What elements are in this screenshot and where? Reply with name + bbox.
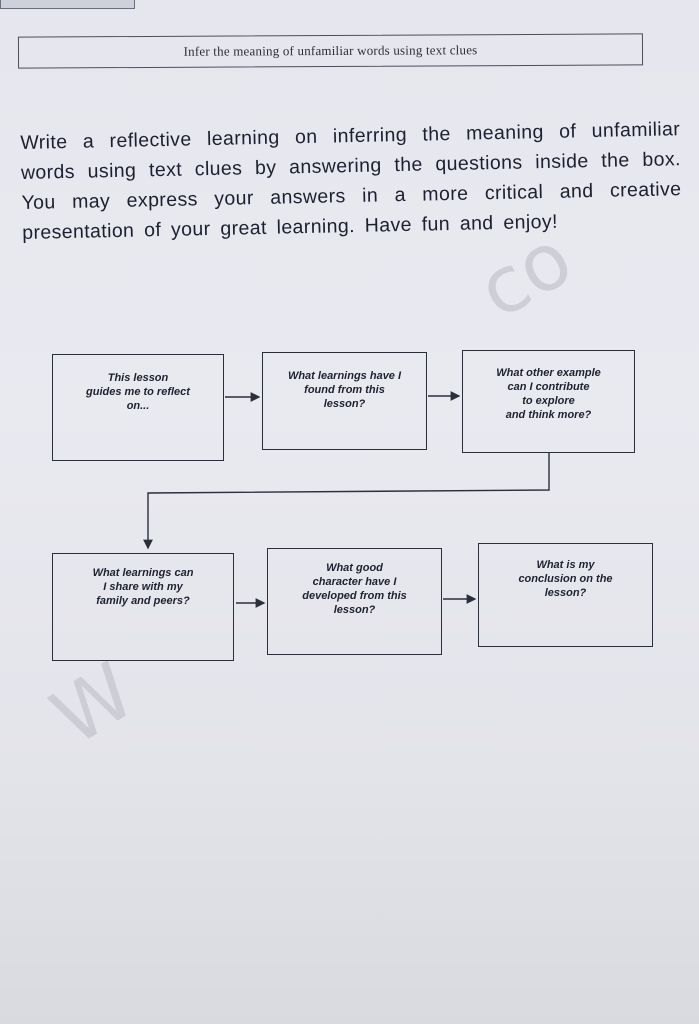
flow-box-learnings-found[interactable] <box>262 352 427 450</box>
flow-box-conclusion[interactable] <box>478 543 653 647</box>
question-line: What learnings can <box>92 567 194 579</box>
instructions-paragraph: Write a reflective learning on inferring the meaning of unfamiliar words using text clues by answering the questions inside the box. You may express your answers in a more critical and creative presentation of your great learning. Have fun and enjoy! <box>20 118 682 244</box>
question-line: guides me to reflect <box>86 386 190 398</box>
watermark-fragment-bottom: W <box>37 646 151 764</box>
flow-box-question <box>53 566 233 608</box>
question-line: character have I <box>312 576 397 588</box>
watermark-fragment-top: co <box>463 213 588 337</box>
question-line: to explore <box>522 395 575 407</box>
flow-box-share-learnings[interactable] <box>52 553 234 661</box>
flow-box-good-character[interactable] <box>267 548 442 655</box>
question-line: What other example <box>496 367 601 379</box>
question-line: conclusion on the <box>518 573 613 585</box>
question-line: This lesson <box>107 372 169 384</box>
question-line: can I contribute <box>507 381 590 393</box>
question-line: developed from this <box>302 590 407 602</box>
page-title: Infer the meaning of unfamiliar words using text clues <box>183 42 478 59</box>
flow-box-question <box>479 558 652 600</box>
question-line: lesson? <box>544 587 587 599</box>
question-line: I share with my <box>103 581 183 593</box>
arrow-box3-to-box4 <box>148 453 549 548</box>
question-line: What learnings have I <box>287 370 402 382</box>
question-line: What good <box>326 562 383 574</box>
flow-box-question <box>263 369 426 411</box>
question-line: and think more? <box>505 409 592 421</box>
question-line: family and peers? <box>96 595 190 607</box>
flow-box-question <box>268 561 441 617</box>
question-line: on... <box>126 400 150 412</box>
question-line: lesson? <box>323 398 366 410</box>
flow-box-question <box>53 371 223 413</box>
question-line: found from this <box>304 384 385 396</box>
flow-box-reflect[interactable] <box>52 354 224 461</box>
flow-box-question <box>463 366 634 422</box>
question-line: What is my <box>536 559 595 571</box>
flow-box-other-example[interactable] <box>462 350 635 453</box>
question-line: lesson? <box>333 604 376 616</box>
